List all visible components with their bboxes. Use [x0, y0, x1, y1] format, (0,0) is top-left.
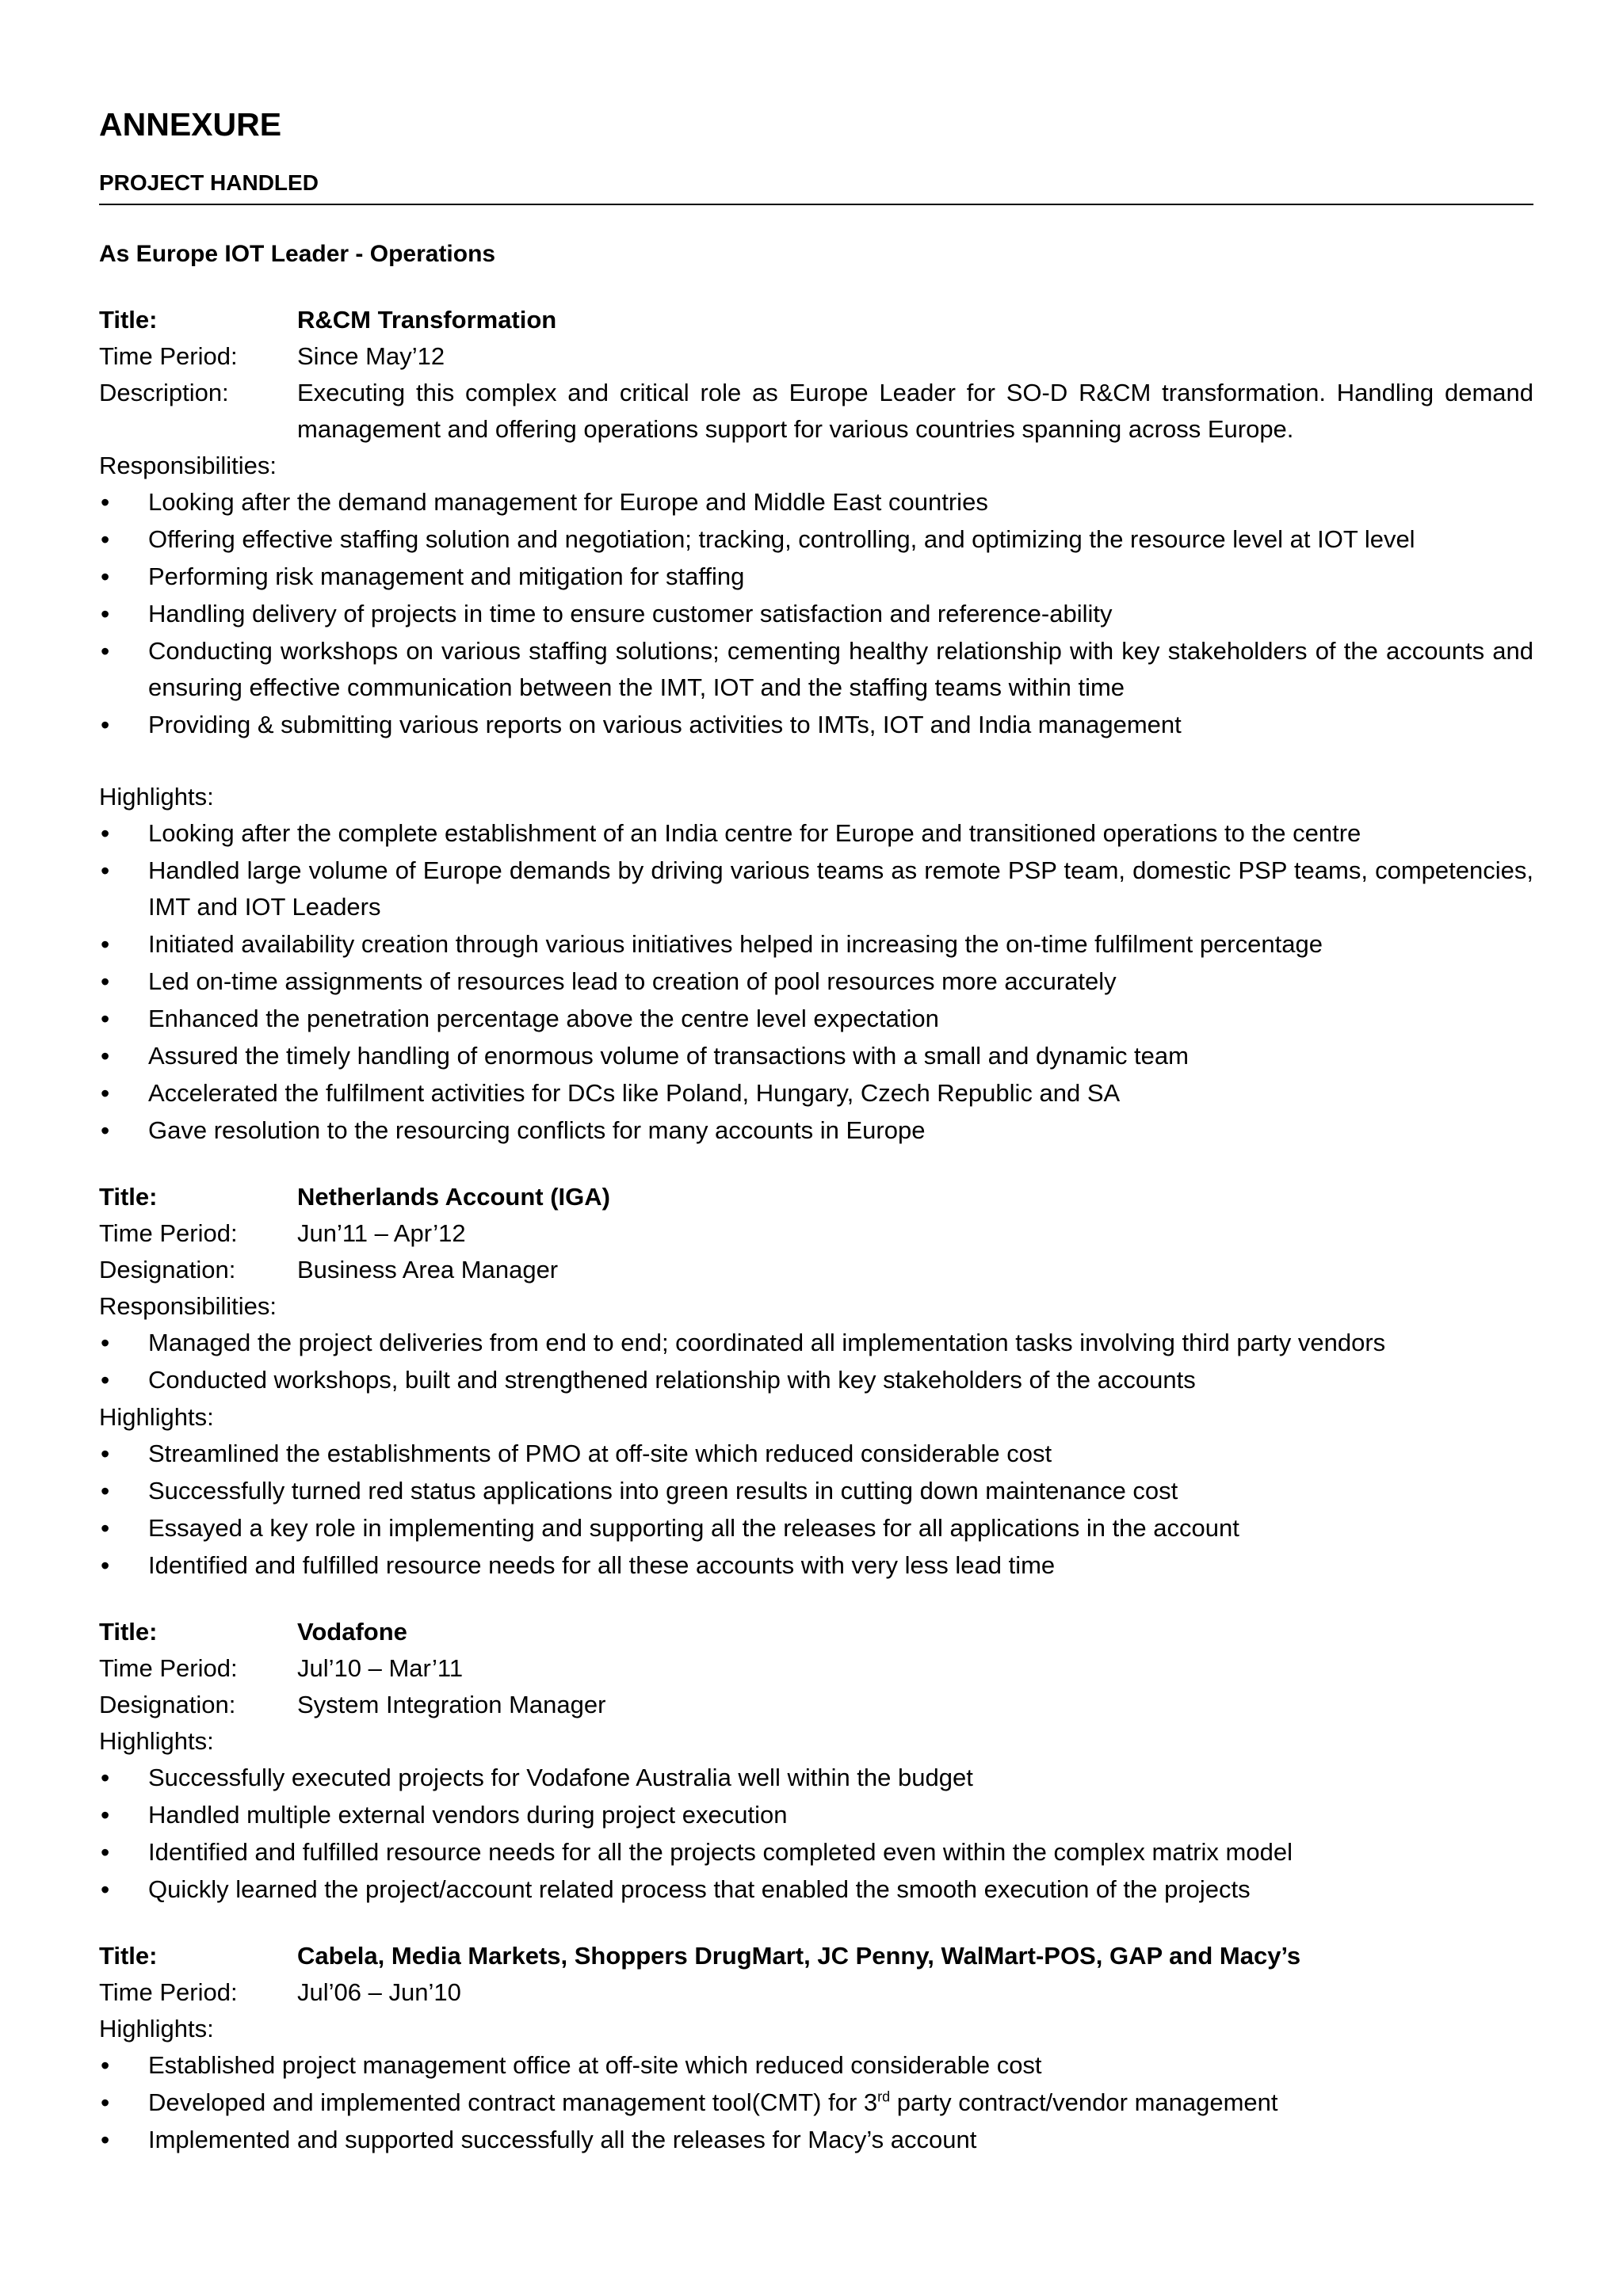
- list-item: • Successfully executed projects for Vodafone Australia well within the budget: [99, 1760, 1533, 1796]
- time-period-label: Time Period:: [99, 1978, 238, 2006]
- list-item: • Offering effective staffing solution and negotiation; tracking, controlling, and optimizing the resource level at IOT level: [99, 521, 1533, 558]
- project-rcm-transformation: [99, 302, 1533, 1149]
- list-item: • Assured the timely handling of enormous volume of transactions with a small and dynamic team: [99, 1038, 1533, 1074]
- list-item: • Handled multiple external vendors during project execution: [99, 1797, 1533, 1833]
- list-item: • Conducting workshops on various staffing solutions; cementing healthy relationship with key stakeholders of the accounts and ensuring effective communication between the IMT, IOT and the staffing teams within time: [99, 633, 1533, 706]
- title-label: Title:: [99, 306, 158, 334]
- project-title: R&CM Transformation: [297, 306, 557, 334]
- highlights-list: [99, 1760, 1533, 1908]
- time-period-row: [99, 1650, 1533, 1687]
- project-title-row: [99, 1938, 1533, 1974]
- section-title: PROJECT HANDLED: [99, 170, 319, 195]
- title-label: Title:: [99, 1183, 158, 1211]
- project-title-row: [99, 1179, 1533, 1215]
- designation-row: [99, 1687, 1533, 1723]
- designation-value: Business Area Manager: [297, 1256, 559, 1283]
- ordinal-superscript: rd: [877, 2088, 891, 2105]
- time-period-value: Since May’12: [297, 342, 445, 370]
- time-period-row: [99, 1215, 1533, 1252]
- list-item: [99, 2084, 1533, 2121]
- list-item: • Led on-time assignments of resources lead to creation of pool resources more accurately: [99, 963, 1533, 1000]
- project-title-row: [99, 302, 1533, 338]
- list-item: • Handled large volume of Europe demands by driving various teams as remote PSP team, domestic PSP teams, competencies, IMT and IOT Leaders: [99, 852, 1533, 925]
- list-item: • Looking after the demand management for Europe and Middle East countries: [99, 484, 1533, 521]
- time-period-row: [99, 338, 1533, 375]
- list-item: • Implemented and supported successfully all the releases for Macy’s account: [99, 2122, 1533, 2158]
- project-netherlands-account: [99, 1179, 1533, 1584]
- title-label: Title:: [99, 1618, 158, 1646]
- description-value: Executing this complex and critical role as Europe Leader for SO-D R&CM transformation. Handling demand management and offering operations support for various countries spanning across Europe.: [297, 379, 1533, 443]
- highlights-list: [99, 2047, 1533, 2158]
- responsibilities-label: Responsibilities:: [99, 1292, 277, 1320]
- list-item: • Successfully turned red status applications into green results in cutting down maintenance cost: [99, 1473, 1533, 1509]
- time-period-value: Jul’10 – Mar’11: [297, 1654, 464, 1682]
- list-item: • Gave resolution to the resourcing conflicts for many accounts in Europe: [99, 1112, 1533, 1149]
- time-period-value: Jul’06 – Jun’10: [297, 1978, 461, 2006]
- list-item: • Streamlined the establishments of PMO at off-site which reduced considerable cost: [99, 1436, 1533, 1472]
- project-retail-accounts: [99, 1938, 1533, 2158]
- highlights-label: Highlights:: [99, 783, 214, 810]
- project-title: Netherlands Account (IGA): [297, 1183, 610, 1211]
- list-item: • Providing & submitting various reports on various activities to IMTs, IOT and India management: [99, 707, 1533, 743]
- time-period-value: Jun’11 – Apr’12: [297, 1219, 466, 1247]
- time-period-label: Time Period:: [99, 1219, 238, 1247]
- spacer: [99, 744, 1533, 779]
- project-title-row: [99, 1614, 1533, 1650]
- highlights-label: Highlights:: [99, 1403, 214, 1431]
- time-period-label: Time Period:: [99, 1654, 238, 1682]
- highlights-label: Highlights:: [99, 1727, 214, 1755]
- list-item: • Looking after the complete establishment of an India centre for Europe and transitioned operations to the centre: [99, 815, 1533, 852]
- list-item: • Identified and fulfilled resource needs for all these accounts with very less lead time: [99, 1547, 1533, 1584]
- list-item: • Initiated availability creation through various initiatives helped in increasing the on-time fulfilment percentage: [99, 926, 1533, 963]
- list-item-text: party contract/vendor management: [890, 2088, 1278, 2116]
- project-vodafone: [99, 1614, 1533, 1908]
- list-item: • Performing risk management and mitigation for staffing: [99, 559, 1533, 595]
- designation-value: System Integration Manager: [297, 1691, 606, 1718]
- highlights-label: Highlights:: [99, 2015, 214, 2042]
- time-period-row: [99, 1974, 1533, 2011]
- responsibilities-list: [99, 484, 1533, 743]
- list-item: • Handling delivery of projects in time to ensure customer satisfaction and reference-ability: [99, 596, 1533, 632]
- responsibilities-label: Responsibilities:: [99, 452, 277, 479]
- list-item: • Managed the project deliveries from end to end; coordinated all implementation tasks involving third party vendors: [99, 1325, 1533, 1361]
- list-item: • Identified and fulfilled resource needs for all the projects completed even within the complex matrix model: [99, 1834, 1533, 1871]
- description-row: [99, 375, 1533, 448]
- designation-label: Designation:: [99, 1691, 236, 1718]
- list-item: • Quickly learned the project/account related process that enabled the smooth execution of the projects: [99, 1871, 1533, 1908]
- project-title: Cabela, Media Markets, Shoppers DrugMart, JC Penny, WalMart-POS, GAP and Macy’s: [297, 1942, 1301, 1970]
- list-item: • Essayed a key role in implementing and supporting all the releases for all applications in the account: [99, 1510, 1533, 1547]
- list-item: • Enhanced the penetration percentage above the centre level expectation: [99, 1001, 1533, 1037]
- list-item: • Established project management office at off-site which reduced considerable cost: [99, 2047, 1533, 2084]
- responsibilities-list: [99, 1325, 1533, 1398]
- designation-row: [99, 1252, 1533, 1288]
- list-item: • Accelerated the fulfilment activities for DCs like Poland, Hungary, Czech Republic and SA: [99, 1075, 1533, 1112]
- section-divider: [99, 204, 1533, 205]
- designation-label: Designation:: [99, 1256, 236, 1283]
- document-page: [99, 99, 1533, 2159]
- role-heading: As Europe IOT Leader - Operations: [99, 241, 496, 267]
- highlights-list: [99, 1436, 1533, 1584]
- list-item-text: Developed and implemented contract management tool(CMT) for 3: [148, 2088, 878, 2116]
- list-item: • Conducted workshops, built and strengthened relationship with key stakeholders of the accounts: [99, 1362, 1533, 1398]
- highlights-list: [99, 815, 1533, 1149]
- project-title: Vodafone: [297, 1618, 407, 1646]
- time-period-label: Time Period:: [99, 342, 238, 370]
- title-label: Title:: [99, 1942, 158, 1970]
- page-heading: ANNEXURE: [99, 106, 282, 143]
- description-label: Description:: [99, 379, 229, 406]
